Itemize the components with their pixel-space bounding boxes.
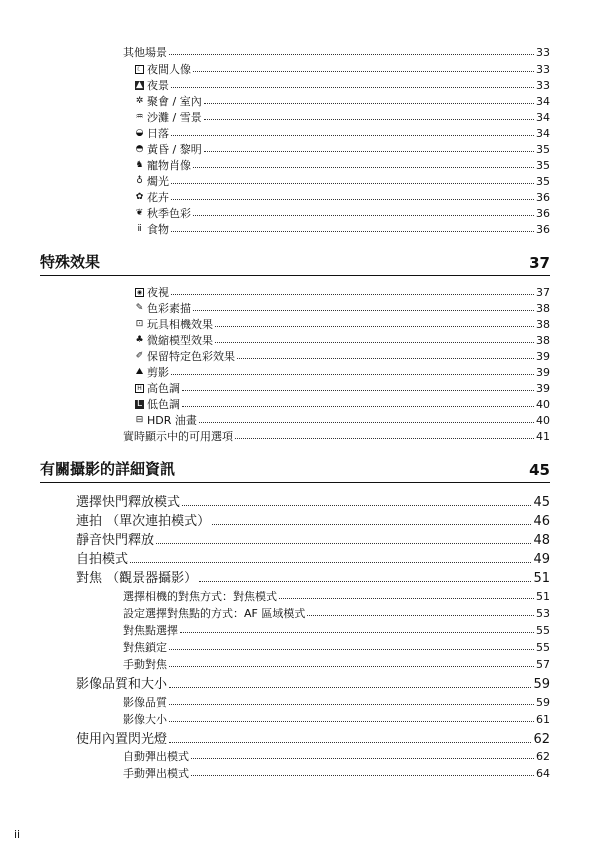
toc-leader-dots xyxy=(171,294,534,295)
toc-entry-label: 寵物肖像 xyxy=(147,159,191,172)
toc-leader-dots xyxy=(199,422,534,423)
sunset-icon: ◒ xyxy=(135,128,144,138)
toy-camera-icon: ⊡ xyxy=(135,319,144,329)
section-page-number: 45 xyxy=(529,461,550,479)
toc-page-number: 46 xyxy=(533,514,550,529)
toc-page-number: 38 xyxy=(536,334,550,347)
toc-page-number: 39 xyxy=(536,366,550,379)
high-key-icon: H xyxy=(135,384,144,393)
toc-page-number: 62 xyxy=(536,750,550,763)
toc-page-number: 39 xyxy=(536,382,550,395)
toc-leader-dots xyxy=(182,406,534,407)
toc-leader-dots xyxy=(204,119,534,120)
toc-entry-label: 對焦鎖定 xyxy=(123,641,167,654)
toc-entry[interactable] xyxy=(135,128,550,139)
dusk-dawn-icon: ◓ xyxy=(135,144,144,154)
toc-leader-dots xyxy=(156,543,531,544)
toc-leader-dots xyxy=(307,615,534,616)
toc-entry[interactable] xyxy=(135,415,550,426)
toc-entry-label: 對焦 （觀景器攝影） xyxy=(76,571,198,586)
toc-entry[interactable] xyxy=(135,112,550,123)
toc-entry[interactable] xyxy=(135,367,550,378)
toc-entry-label: 聚會 / 室內 xyxy=(147,95,202,108)
toc-leader-dots xyxy=(199,581,531,582)
toc-page-number: 59 xyxy=(533,677,550,692)
toc-entry[interactable] xyxy=(123,768,550,779)
toc-entry-label: 黃昏 / 黎明 xyxy=(147,143,202,156)
toc-entry[interactable] xyxy=(135,335,550,346)
toc-entry-label: 高色調 xyxy=(147,382,180,395)
toc-entry-label: 色彩素描 xyxy=(147,302,191,315)
toc-entry-label: 自動彈出模式 xyxy=(123,750,189,763)
toc-leader-dots xyxy=(169,742,531,743)
toc-entry[interactable] xyxy=(123,591,550,602)
toc-entry-label: 使用內置閃光燈 xyxy=(76,732,168,747)
hdr-painting-icon: ⊟ xyxy=(135,415,144,425)
toc-page-number: 35 xyxy=(536,175,550,188)
toc-entry-label: 影像大小 xyxy=(123,713,167,726)
toc-entry[interactable] xyxy=(76,496,550,509)
beach-snow-icon: ♒ xyxy=(135,112,144,122)
toc-page-number: 45 xyxy=(533,495,550,510)
toc-page-number: 34 xyxy=(536,111,550,124)
toc-leader-dots xyxy=(212,524,531,525)
toc-entry-label: 微縮模型效果 xyxy=(147,334,213,347)
toc-entry[interactable] xyxy=(123,714,550,725)
toc-entry[interactable] xyxy=(76,553,550,566)
toc-entry-label: 夜景 xyxy=(147,79,169,92)
night-vision-icon: ◉ xyxy=(136,289,143,296)
toc-leader-dots xyxy=(191,775,534,776)
toc-leader-dots xyxy=(215,342,534,343)
toc-entry[interactable] xyxy=(123,659,550,670)
toc-page-number: 53 xyxy=(536,607,550,620)
party-indoor-icon: ✲ xyxy=(135,96,144,106)
toc-entry[interactable] xyxy=(135,383,550,394)
toc-entry-label: 設定選擇對焦點的方式：AF 區域模式 xyxy=(123,607,306,620)
toc-entry-label: 影像品質 xyxy=(123,696,167,709)
toc-page-number: 59 xyxy=(536,696,550,709)
low-key-icon: L xyxy=(136,399,142,409)
toc-entry-label: 夜間人像 xyxy=(147,63,191,76)
toc-entry-label: 沙灘 / 雪景 xyxy=(147,111,202,124)
toc-entry[interactable] xyxy=(123,751,550,762)
toc-page-number: 62 xyxy=(533,732,550,747)
toc-entry[interactable] xyxy=(123,608,550,619)
toc-leader-dots xyxy=(171,374,534,375)
toc-page-number: 38 xyxy=(536,318,550,331)
toc-entry[interactable] xyxy=(135,80,550,91)
toc-entry[interactable] xyxy=(76,572,550,585)
toc-entry[interactable] xyxy=(123,697,550,708)
night-portrait-icon: ☾ xyxy=(136,66,143,73)
toc-entry[interactable] xyxy=(135,399,550,410)
section-heading-more-on-photography[interactable] xyxy=(40,458,550,483)
toc-entry-label: 對焦點選擇 xyxy=(123,624,178,637)
toc-leader-dots xyxy=(279,598,534,599)
toc-page-number: 36 xyxy=(536,223,550,236)
toc-page-number: 34 xyxy=(536,127,550,140)
section-heading-special-effects[interactable] xyxy=(40,251,550,276)
toc-entry[interactable] xyxy=(135,160,550,171)
toc-page-number: 51 xyxy=(536,590,550,603)
toc-entry-label: 保留特定色彩效果 xyxy=(147,350,235,363)
toc-entry-label: 花卉 xyxy=(147,191,169,204)
toc-entry-label: 秋季色彩 xyxy=(147,207,191,220)
toc-page-number: 36 xyxy=(536,191,550,204)
toc-leader-dots xyxy=(169,666,534,667)
toc-entry[interactable] xyxy=(135,319,550,330)
toc-page-number: 64 xyxy=(536,767,550,780)
section-page-number: 37 xyxy=(529,254,550,272)
toc-entry[interactable] xyxy=(135,96,550,107)
toc-entry-label: 自拍模式 xyxy=(76,552,129,567)
toc-leader-dots xyxy=(193,310,534,311)
toc-page-number: 33 xyxy=(536,79,550,92)
toc-page-number: 37 xyxy=(536,286,550,299)
toc-leader-dots xyxy=(169,54,534,55)
toc-page-number: 33 xyxy=(536,63,550,76)
toc-entry[interactable] xyxy=(135,224,550,235)
toc-leader-dots xyxy=(171,231,534,232)
toc-entry-label: 玩具相機效果 xyxy=(147,318,213,331)
toc-page-number: 51 xyxy=(533,571,550,586)
toc-entry-label: 手動對焦 xyxy=(123,658,167,671)
toc-entry-label: 選擇快門釋放模式 xyxy=(76,495,181,510)
toc-entry-label: 低色調 xyxy=(147,398,180,411)
toc-entry-label: 實時顯示中的可用選項 xyxy=(123,430,233,443)
toc-leader-dots xyxy=(182,505,531,506)
color-sketch-icon: ✎ xyxy=(135,303,144,313)
toc-entry-other-scenes[interactable] xyxy=(123,47,550,58)
blossom-icon: ✿ xyxy=(135,192,144,202)
toc-leader-dots xyxy=(237,358,534,359)
silhouette-icon: ⛰ xyxy=(135,367,144,377)
toc-entry[interactable] xyxy=(135,192,550,203)
toc-leader-dots xyxy=(204,151,534,152)
toc-page-number: 48 xyxy=(533,533,550,548)
food-icon: ⅱ xyxy=(137,224,142,234)
toc-page-number: 49 xyxy=(533,552,550,567)
autumn-colors-icon: ❦ xyxy=(135,208,144,218)
toc-entry-label: 手動彈出模式 xyxy=(123,767,189,780)
pet-portrait-icon: ♞ xyxy=(135,160,144,170)
toc-entry-label: 燭光 xyxy=(147,175,169,188)
toc-entry[interactable] xyxy=(135,351,550,362)
toc-entry[interactable] xyxy=(135,208,550,219)
toc-page-number: 40 xyxy=(536,398,550,411)
toc-entry-label: 連拍 （單次連拍模式） xyxy=(76,514,211,529)
toc-entry-label: 其他場景 xyxy=(123,46,167,59)
section-title: 特殊效果 xyxy=(40,253,101,271)
toc-entry-label: 食物 xyxy=(147,223,169,236)
toc-page-number: 39 xyxy=(536,350,550,363)
toc-leader-dots xyxy=(193,71,534,72)
toc-page-number: 55 xyxy=(536,624,550,637)
toc-entry-label: HDR 油畫 xyxy=(147,414,197,427)
toc-leader-dots xyxy=(169,704,534,705)
toc-entry[interactable] xyxy=(76,515,550,528)
toc-leader-dots xyxy=(169,721,534,722)
toc-leader-dots xyxy=(193,167,534,168)
toc-leader-dots xyxy=(171,135,534,136)
toc-entry[interactable] xyxy=(76,534,550,547)
toc-entry-label: 影像品質和大小 xyxy=(76,677,168,692)
toc-entry-label: 日落 xyxy=(147,127,169,140)
toc-page-number: 35 xyxy=(536,159,550,172)
toc-leader-dots xyxy=(171,199,534,200)
toc-entry[interactable] xyxy=(135,303,550,314)
toc-entry-live-view-options[interactable] xyxy=(123,431,550,442)
toc-entry[interactable] xyxy=(135,144,550,155)
toc-leader-dots xyxy=(169,687,531,688)
toc-entry[interactable] xyxy=(76,678,550,691)
miniature-icon: ♣ xyxy=(135,335,144,345)
toc-page-number: 36 xyxy=(536,207,550,220)
toc-page-number: 35 xyxy=(536,143,550,156)
toc-leader-dots xyxy=(182,390,534,391)
selective-color-icon: ✐ xyxy=(135,351,144,361)
toc-entry[interactable] xyxy=(123,625,550,636)
toc-leader-dots xyxy=(215,326,534,327)
toc-page-number: 57 xyxy=(536,658,550,671)
toc-entry-label: 夜視 xyxy=(147,286,169,299)
toc-leader-dots xyxy=(171,87,534,88)
toc-entry-label: 選擇相機的對焦方式：對焦模式 xyxy=(123,590,277,603)
section-title: 有關攝影的詳細資訊 xyxy=(40,460,176,478)
toc-entry[interactable] xyxy=(135,64,550,75)
toc-entry[interactable] xyxy=(135,287,550,298)
toc-entry[interactable] xyxy=(135,176,550,187)
candlelight-icon: ♁ xyxy=(136,176,143,186)
toc-page-number: 61 xyxy=(536,713,550,726)
toc-entry-label: 靜音快門釋放 xyxy=(76,533,155,548)
toc-entry[interactable] xyxy=(76,733,550,746)
toc-leader-dots xyxy=(204,103,534,104)
page-folio: ii xyxy=(14,828,21,841)
toc-leader-dots xyxy=(193,215,534,216)
toc-leader-dots xyxy=(235,438,534,439)
toc-page-number: 55 xyxy=(536,641,550,654)
toc-page-number: 41 xyxy=(536,430,550,443)
toc-page-number: 40 xyxy=(536,414,550,427)
toc-leader-dots xyxy=(171,183,534,184)
toc-entry[interactable] xyxy=(123,642,550,653)
toc-leader-dots xyxy=(169,649,534,650)
toc-leader-dots xyxy=(180,632,534,633)
toc-page-number: 33 xyxy=(536,46,550,59)
night-landscape-icon: ▲ xyxy=(136,80,143,90)
toc-page-number: 38 xyxy=(536,302,550,315)
toc-leader-dots xyxy=(130,562,531,563)
toc-leader-dots xyxy=(191,758,534,759)
toc-entry-label: 剪影 xyxy=(147,366,169,379)
toc-page-number: 34 xyxy=(536,95,550,108)
